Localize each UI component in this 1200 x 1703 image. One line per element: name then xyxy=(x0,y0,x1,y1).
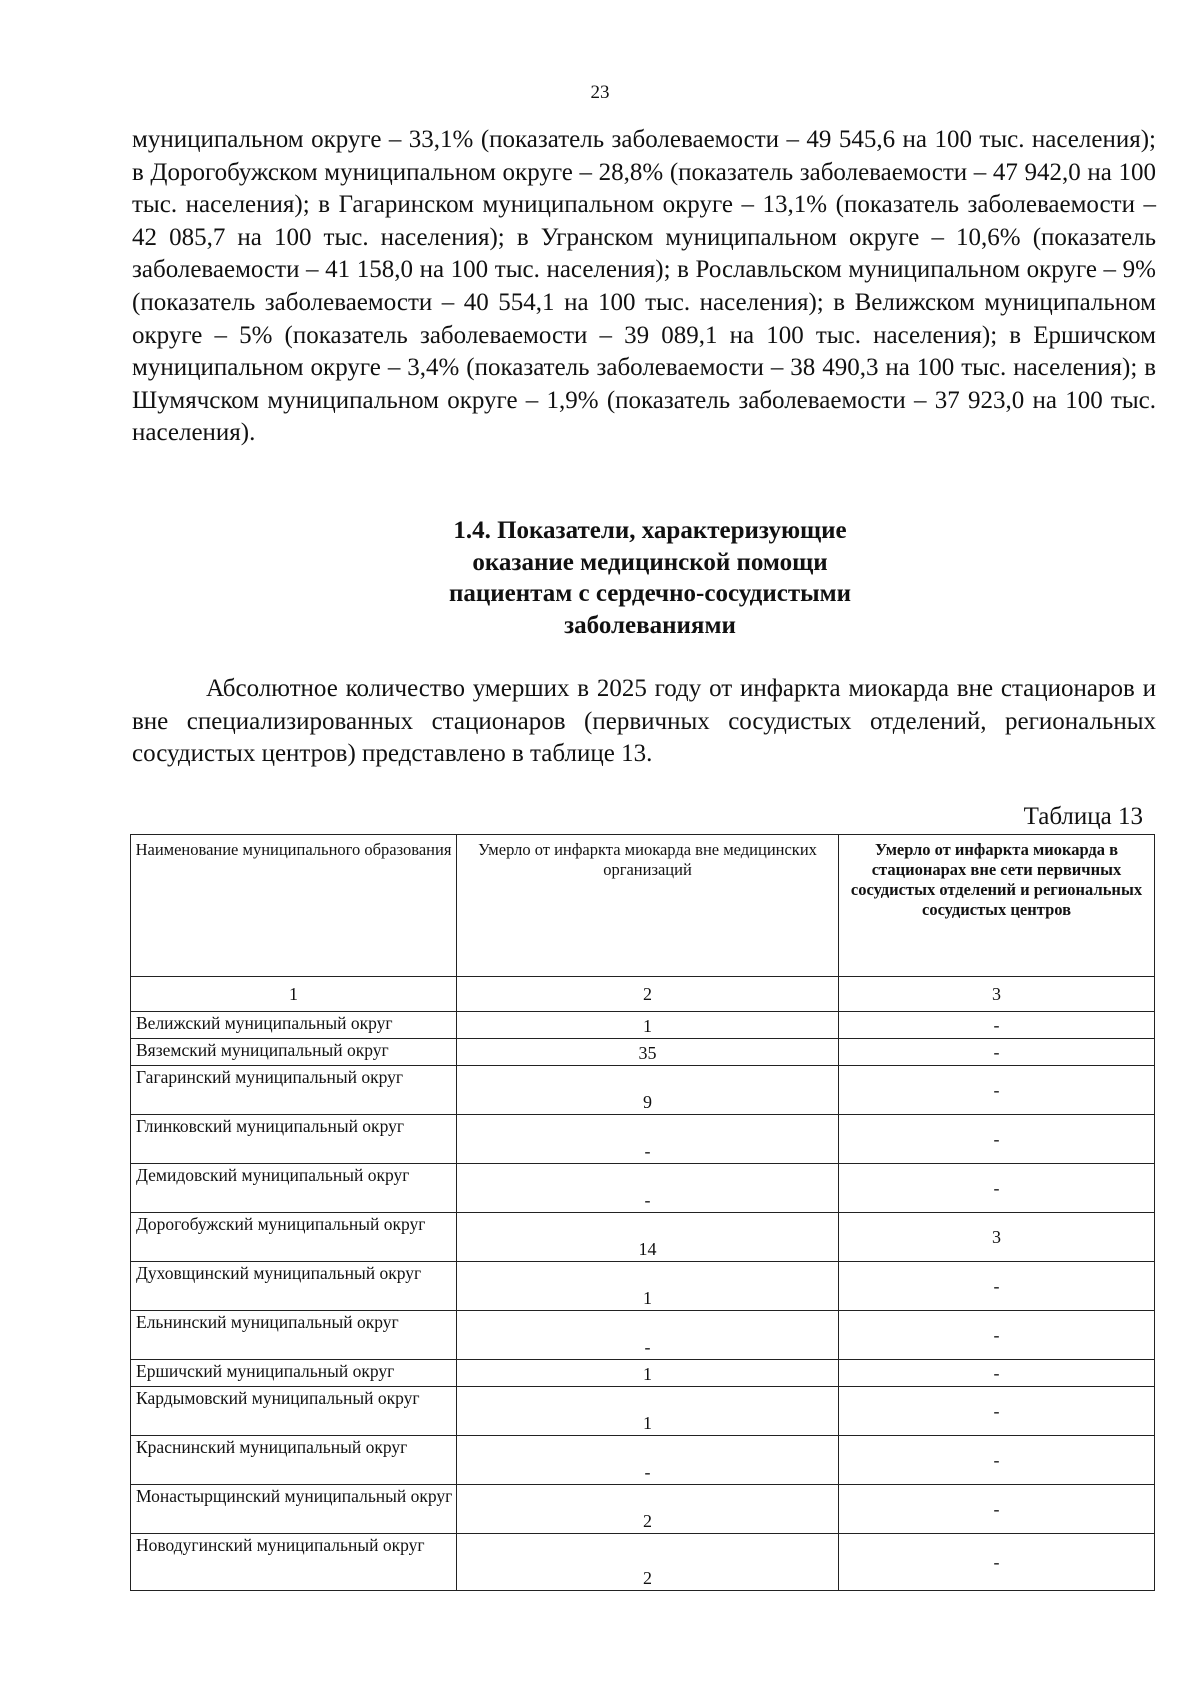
municipality-name: Велижский муниципальный округ xyxy=(131,1012,457,1039)
died-in-hospitals-value: - xyxy=(839,1485,1155,1534)
died-outside-value: 9 xyxy=(457,1066,839,1115)
died-outside-value: 1 xyxy=(457,1262,839,1311)
column-number: 1 xyxy=(131,977,457,1012)
municipality-name: Ельнинский муниципальный округ xyxy=(131,1311,457,1360)
municipality-name: Вяземский муниципальный округ xyxy=(131,1039,457,1066)
municipality-name: Духовщинский муниципальный округ xyxy=(131,1262,457,1311)
table-caption: Таблица 13 xyxy=(1023,803,1143,830)
died-outside-value: 14 xyxy=(457,1213,839,1262)
table-row xyxy=(131,1066,1155,1115)
died-outside-value: 1 xyxy=(457,1387,839,1436)
table-row xyxy=(131,1436,1155,1485)
municipality-name: Новодугинский муниципальный округ xyxy=(131,1534,457,1591)
table-row xyxy=(131,1311,1155,1360)
body-paragraph: муниципальном округе – 33,1% (показатель заболеваемости – 49 545,6 на 100 тыс. населения); в Дорогобужском муниципальном округе – 28,8% (показатель заболеваемости – 47 942,0 на 100 тыс. населения); в Гагаринском муниципальном округе – 13,1% (показатель заболеваемости – 42 085,7 на 100 тыс. населения); в Угранском муниципальном округе – 10,6% (показатель заболеваемости – 41 158,0 на 100 тыс. населения); в Рославльском муниципальном округе – 9% (показатель заболеваемости – 40 554,1 на 100 тыс. населения); в Велижском муниципальном округе – 5% (показатель заболеваемости – 39 089,1 на 100 тыс. населения); в Ершичском муниципальном округе – 3,4% (показатель заболеваемости – 38 490,3 на 100 тыс. населения); в Шумячском муниципальном округе – 1,9% (показатель заболеваемости – 37 923,0 на 100 тыс. населения). xyxy=(132,126,1156,447)
table-row xyxy=(131,1039,1155,1066)
section-heading-line: пациентам с сердечно-сосудистыми xyxy=(448,580,852,607)
died-in-hospitals-value: - xyxy=(839,1039,1155,1066)
section-heading-line: оказание медицинской помощи xyxy=(472,548,828,576)
died-outside-value: - xyxy=(457,1436,839,1485)
table-row xyxy=(131,1534,1155,1591)
municipality-name: Кардымовский муниципальный округ xyxy=(131,1387,457,1436)
died-in-hospitals-value: - xyxy=(839,1436,1155,1485)
column-number: 3 xyxy=(839,977,1155,1012)
died-outside-value: 2 xyxy=(457,1485,839,1534)
column-number: 2 xyxy=(457,977,839,1012)
municipality-name: Краснинский муниципальный округ xyxy=(131,1436,457,1485)
municipality-name: Ершичский муниципальный округ xyxy=(131,1360,457,1387)
died-in-hospitals-value: - xyxy=(839,1311,1155,1360)
intro-paragraph: Абсолютное количество умерших в 2025 году от инфаркта миокарда вне стационаров и вне специализированных стационаров (первичных сосудистых отделений, региональных сосудистых центров) представлено в таблице 13. xyxy=(132,675,1156,768)
table-row xyxy=(131,1485,1155,1534)
section-heading-line: 1.4. Показатели, характеризующие xyxy=(453,517,847,544)
died-outside-value: 35 xyxy=(457,1039,839,1066)
died-in-hospitals-value: - xyxy=(839,1534,1155,1591)
died-in-hospitals-value: - xyxy=(839,1262,1155,1311)
municipality-name: Монастырщинский муниципальный округ xyxy=(131,1485,457,1534)
table-row xyxy=(131,1262,1155,1311)
died-outside-value: 2 xyxy=(457,1534,839,1591)
table-row xyxy=(131,1387,1155,1436)
page-number: 23 xyxy=(590,82,610,103)
mortality-table xyxy=(130,834,1155,1591)
died-in-hospitals-value: - xyxy=(839,1164,1155,1213)
table-row xyxy=(131,1115,1155,1164)
died-in-hospitals-value: - xyxy=(839,1066,1155,1115)
header-died-in-hospitals: Умерло от инфаркта миокарда в стационарах вне сети первичных сосудистых отделений и региональных сосудистых центров xyxy=(839,835,1155,977)
died-outside-value: - xyxy=(457,1115,839,1164)
municipality-name: Глинковский муниципальный округ xyxy=(131,1115,457,1164)
section-heading xyxy=(400,515,900,641)
died-outside-value: 1 xyxy=(457,1012,839,1039)
died-in-hospitals-value: - xyxy=(839,1387,1155,1436)
died-in-hospitals-value: 3 xyxy=(839,1213,1155,1262)
died-in-hospitals-value: - xyxy=(839,1012,1155,1039)
municipality-name: Демидовский муниципальный округ xyxy=(131,1164,457,1213)
table-header-row xyxy=(131,835,1155,977)
died-outside-value: - xyxy=(457,1164,839,1213)
header-municipality: Наименование муниципального образования xyxy=(131,835,457,977)
died-in-hospitals-value: - xyxy=(839,1115,1155,1164)
table-row xyxy=(131,1213,1155,1262)
died-in-hospitals-value: - xyxy=(839,1360,1155,1387)
died-outside-value: - xyxy=(457,1311,839,1360)
table-row xyxy=(131,1164,1155,1213)
header-died-outside: Умерло от инфаркта миокарда вне медицинских организаций xyxy=(457,835,839,977)
table-row xyxy=(131,1360,1155,1387)
municipality-name: Гагаринский муниципальный округ xyxy=(131,1066,457,1115)
column-number-row xyxy=(131,977,1155,1012)
table-row xyxy=(131,1012,1155,1039)
section-heading-line: заболеваниями xyxy=(564,611,736,639)
died-outside-value: 1 xyxy=(457,1360,839,1387)
municipality-name: Дорогобужский муниципальный округ xyxy=(131,1213,457,1262)
